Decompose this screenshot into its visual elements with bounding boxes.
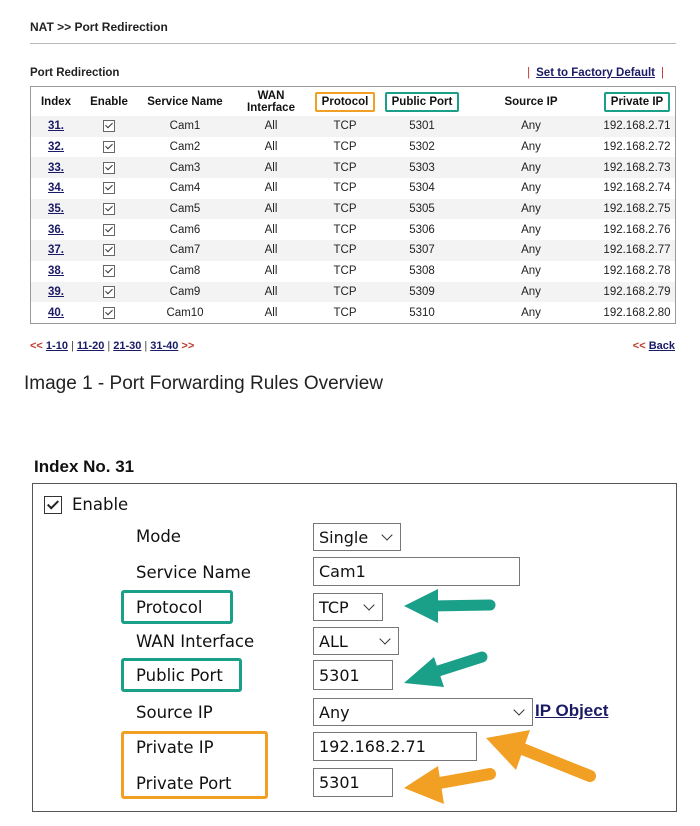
row-public-port: 5302 [381, 137, 463, 158]
row-index-link[interactable]: 34. [48, 182, 64, 195]
teal-arrow-icon [400, 645, 500, 700]
row-index [31, 302, 82, 323]
row-wan-interface: All [233, 219, 309, 240]
column-header-public-port [381, 87, 463, 117]
row-wan-interface: All [233, 302, 309, 323]
source-ip-label: Source IP [136, 703, 213, 722]
row-source-ip: Any [463, 137, 599, 158]
row-enable [81, 261, 137, 282]
row-index [31, 199, 82, 220]
row-index-link[interactable]: 31. [48, 120, 64, 133]
page-link-31-40[interactable]: 31-40 [150, 340, 179, 352]
protocol-select[interactable] [313, 593, 383, 621]
row-private-ip: 192.168.2.72 [599, 137, 676, 158]
separator: | [527, 67, 531, 79]
row-service-name: Cam5 [137, 199, 233, 220]
row-index [31, 157, 82, 178]
table-header-row [31, 87, 676, 117]
service-name-label: Service Name [136, 563, 251, 582]
column-header-private-ip [599, 87, 676, 117]
row-private-ip: 192.168.2.75 [599, 199, 676, 220]
row-index [31, 137, 82, 158]
chevron-down-icon [513, 704, 524, 715]
column-header-protocol [309, 87, 381, 117]
row-source-ip: Any [463, 199, 599, 220]
back-area [633, 340, 675, 352]
table-row [31, 178, 676, 199]
row-index [31, 240, 82, 261]
private-port-input[interactable] [313, 768, 393, 797]
enable-checkbox[interactable] [44, 496, 62, 514]
separator: | [107, 340, 111, 352]
row-service-name: Cam7 [137, 240, 233, 261]
table-row [31, 240, 676, 261]
row-index [31, 178, 82, 199]
row-source-ip: Any [463, 116, 599, 137]
row-protocol: TCP [309, 219, 381, 240]
row-protocol: TCP [309, 261, 381, 282]
column-header-service-name: Service Name [137, 87, 233, 117]
row-public-port: 5308 [381, 261, 463, 282]
enable-checkbox[interactable] [103, 286, 115, 298]
column-header-wan-interface [233, 87, 309, 117]
pagination [30, 340, 194, 352]
factory-default-area [521, 67, 670, 79]
source-ip-select[interactable] [313, 698, 533, 726]
port-redirection-table [30, 86, 676, 324]
column-header-index: Index [31, 87, 82, 117]
mode-label: Mode [136, 527, 181, 546]
pager-prev: << [30, 340, 43, 352]
image-caption: Image 1 - Port Forwarding Rules Overview [24, 373, 384, 394]
row-service-name: Cam3 [137, 157, 233, 178]
wan-interface-value: ALL [319, 631, 348, 651]
column-header-enable: Enable [81, 87, 137, 117]
row-index [31, 282, 82, 303]
factory-default-link[interactable]: Set to Factory Default [536, 67, 655, 79]
row-public-port: 5309 [381, 282, 463, 303]
protocol-label: Protocol [136, 598, 203, 617]
row-public-port: 5304 [381, 178, 463, 199]
service-name-value: Cam1 [319, 562, 366, 581]
row-protocol: TCP [309, 178, 381, 199]
page-link-11-20[interactable]: 11-20 [76, 340, 105, 352]
row-enable [81, 219, 137, 240]
row-source-ip: Any [463, 261, 599, 282]
mode-select[interactable] [313, 523, 401, 551]
row-protocol: TCP [309, 157, 381, 178]
row-private-ip: 192.168.2.76 [599, 219, 676, 240]
row-private-ip: 192.168.2.77 [599, 240, 676, 261]
table-row [31, 157, 676, 178]
row-enable [81, 240, 137, 261]
enable-checkbox[interactable] [103, 244, 115, 256]
row-wan-interface: All [233, 261, 309, 282]
row-enable [81, 199, 137, 220]
table-row [31, 137, 676, 158]
row-wan-interface: All [233, 137, 309, 158]
row-index-link[interactable]: 40. [48, 306, 64, 319]
row-protocol: TCP [309, 137, 381, 158]
row-index-link[interactable]: 32. [48, 141, 64, 154]
row-enable [81, 137, 137, 158]
enable-checkbox[interactable] [103, 162, 115, 174]
row-protocol: TCP [309, 302, 381, 323]
separator: | [70, 340, 74, 352]
index-title: Index No. 31 [34, 457, 135, 476]
row-private-ip: 192.168.2.80 [599, 302, 676, 323]
pager-next: >> [181, 340, 195, 352]
row-source-ip: Any [463, 240, 599, 261]
row-public-port: 5301 [381, 116, 463, 137]
row-index-link[interactable]: 39. [48, 285, 64, 298]
public-port-label: Public Port [136, 666, 223, 685]
back-link[interactable]: Back [648, 340, 675, 352]
private-ip-label: Private IP [136, 738, 214, 757]
private-port-label: Private Port [136, 774, 232, 793]
breadcrumb: NAT >> Port Redirection [30, 20, 168, 34]
row-enable [81, 282, 137, 303]
row-private-ip: 192.168.2.78 [599, 261, 676, 282]
table-row [31, 302, 676, 323]
row-enable [81, 178, 137, 199]
row-service-name: Cam8 [137, 261, 233, 282]
service-name-input[interactable] [313, 557, 520, 586]
row-wan-interface: All [233, 178, 309, 199]
row-source-ip: Any [463, 282, 599, 303]
row-service-name: Cam9 [137, 282, 233, 303]
row-service-name: Cam2 [137, 137, 233, 158]
row-public-port: 5303 [381, 157, 463, 178]
enable-checkbox[interactable] [103, 141, 115, 153]
ip-object-link[interactable]: IP Object [535, 701, 609, 720]
private-ip-input[interactable] [313, 732, 477, 761]
source-ip-value: Any [319, 702, 350, 722]
wan-interface-select[interactable] [313, 627, 399, 655]
row-public-port: 5306 [381, 219, 463, 240]
row-wan-interface: All [233, 199, 309, 220]
row-service-name: Cam4 [137, 178, 233, 199]
public-port-input[interactable] [313, 660, 393, 690]
row-private-ip: 192.168.2.79 [599, 282, 676, 303]
row-service-name: Cam1 [137, 116, 233, 137]
row-private-ip: 192.168.2.74 [599, 178, 676, 199]
row-source-ip: Any [463, 219, 599, 240]
row-public-port: 5310 [381, 302, 463, 323]
protocol-value: TCP [319, 597, 349, 617]
row-protocol: TCP [309, 240, 381, 261]
row-protocol: TCP [309, 116, 381, 137]
row-source-ip: Any [463, 157, 599, 178]
row-index [31, 219, 82, 240]
enable-checkbox[interactable] [103, 203, 115, 215]
public-port-header-highlight: Public Port [385, 92, 460, 112]
table-body [31, 116, 676, 323]
row-service-name: Cam6 [137, 219, 233, 240]
row-wan-interface: All [233, 157, 309, 178]
row-wan-interface: All [233, 240, 309, 261]
table-row [31, 261, 676, 282]
enable-checkbox[interactable] [103, 265, 115, 277]
row-protocol: TCP [309, 199, 381, 220]
row-protocol: TCP [309, 282, 381, 303]
private-ip-value: 192.168.2.71 [319, 737, 426, 756]
enable-checkbox[interactable] [103, 224, 115, 236]
back-prefix: << [632, 340, 646, 352]
page-link-1-10[interactable]: 1-10 [45, 340, 68, 352]
enable-checkbox[interactable] [103, 120, 115, 132]
wan-interface-label: WAN Interface [136, 632, 255, 651]
row-service-name: Cam10 [137, 302, 233, 323]
row-private-ip: 192.168.2.71 [599, 116, 676, 137]
row-enable [81, 157, 137, 178]
private-port-value: 5301 [319, 773, 360, 792]
enable-checkbox[interactable] [103, 182, 115, 194]
row-index-link[interactable]: 37. [48, 244, 64, 257]
divider [30, 43, 676, 44]
row-index-link[interactable]: 33. [48, 161, 64, 174]
row-index-link[interactable]: 35. [48, 203, 64, 216]
orange-arrow-icon [400, 760, 510, 810]
row-public-port: 5305 [381, 199, 463, 220]
row-index [31, 116, 82, 137]
row-source-ip: Any [463, 178, 599, 199]
row-index [31, 261, 82, 282]
page-link-21-30[interactable]: 21-30 [113, 340, 142, 352]
column-header-source-ip: Source IP [463, 87, 599, 117]
row-enable [81, 116, 137, 137]
table-row [31, 199, 676, 220]
separator: | [661, 67, 664, 79]
row-private-ip: 192.168.2.73 [599, 157, 676, 178]
private-ip-header-highlight: Private IP [604, 92, 670, 112]
chevron-down-icon [379, 633, 390, 644]
protocol-header-highlight: Protocol [315, 92, 376, 112]
teal-arrow-icon [400, 585, 510, 630]
row-enable [81, 302, 137, 323]
row-public-port: 5307 [381, 240, 463, 261]
row-index-link[interactable]: 38. [48, 265, 64, 278]
enable-checkbox[interactable] [103, 307, 115, 319]
row-wan-interface: All [233, 116, 309, 137]
row-wan-interface: All [233, 282, 309, 303]
row-source-ip: Any [463, 302, 599, 323]
chevron-down-icon [381, 529, 392, 540]
table-row [31, 282, 676, 303]
row-index-link[interactable]: 36. [48, 223, 64, 236]
mode-value: Single [319, 527, 369, 547]
table-row [31, 219, 676, 240]
section-title: Port Redirection [30, 67, 120, 79]
table-row [31, 116, 676, 137]
enable-row [44, 495, 128, 514]
public-port-value: 5301 [319, 665, 360, 685]
enable-label: Enable [72, 495, 129, 514]
separator: | [144, 340, 148, 352]
wan-header-text: WAN Interface [247, 89, 295, 114]
chevron-down-icon [363, 599, 374, 610]
